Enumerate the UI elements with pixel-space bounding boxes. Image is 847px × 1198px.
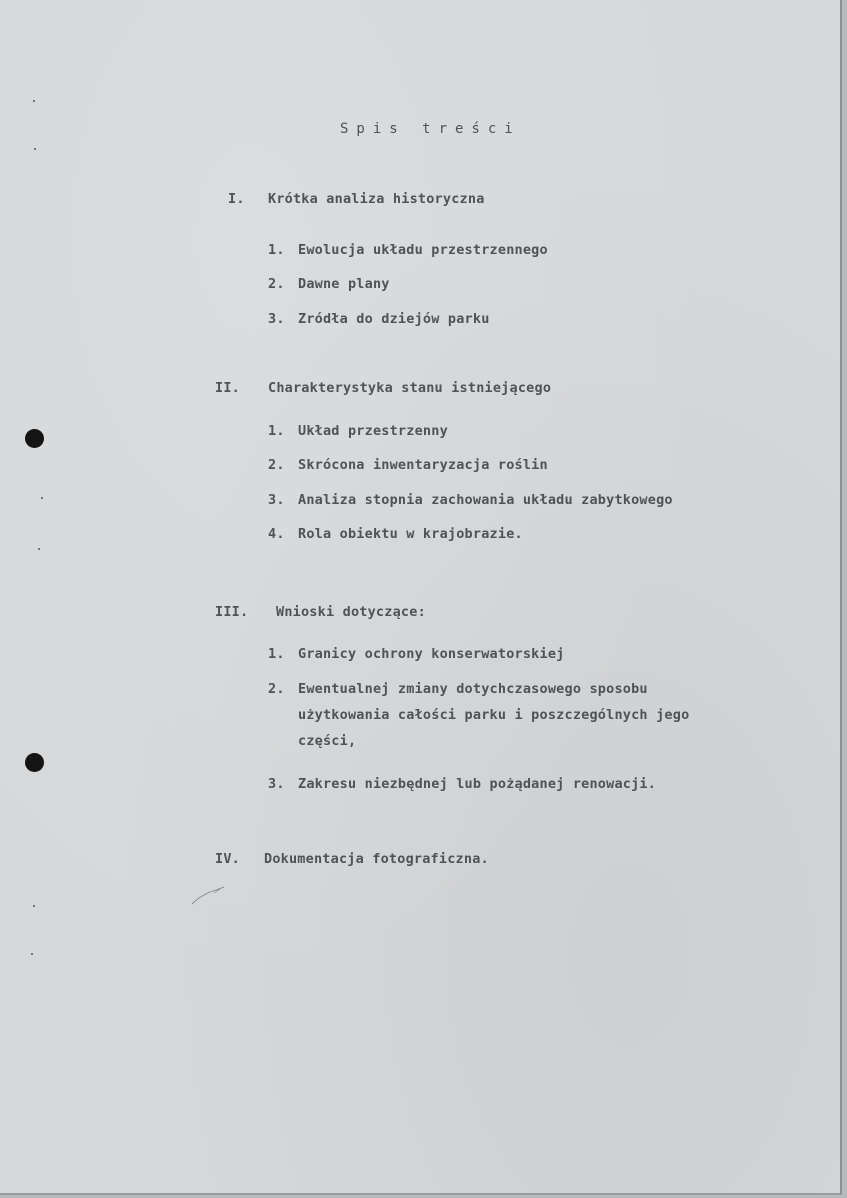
punch-hole-upper [25,429,44,448]
section-number: II. [215,380,240,396]
item-number: 3. [268,776,285,792]
section-number: I. [228,191,245,207]
item-text: Rola obiektu w krajobrazie. [298,526,523,542]
item-number: 4. [268,526,285,542]
section-heading: Wnioski dotyczące: [276,604,426,620]
item-number: 3. [268,311,285,327]
item-number: 1. [268,423,285,439]
margin-mark [41,497,43,499]
item-number: 2. [268,457,285,473]
section-heading: Charakterystyka stanu istniejącego [268,380,552,396]
margin-mark [33,100,35,102]
document-title: Spis treści [340,121,521,137]
item-number: 2. [268,276,285,292]
margin-mark [34,148,36,150]
section-number: III. [215,604,249,620]
item-text: Analiza stopnia zachowania układu zabytkowego [298,492,673,508]
item-number: 2. [268,681,285,697]
margin-mark [38,548,40,550]
item-text-line: użytkowania całości parku i poszczególnych jego [298,707,690,723]
item-text: Granicy ochrony konserwatorskiej [298,646,565,662]
item-text: Skrócona inwentaryzacja roślin [298,457,548,473]
punch-hole-lower [25,753,44,772]
section-heading: Krótka analiza historyczna [268,191,485,207]
margin-mark [33,905,35,907]
item-number: 1. [268,646,285,662]
item-text-line: Ewentualnej zmiany dotychczasowego sposobu [298,681,648,697]
item-text: Ewolucja układu przestrzennego [298,242,548,258]
item-text-line: części, [298,733,357,749]
margin-mark [31,953,33,955]
item-number: 3. [268,492,285,508]
item-text: Zakresu niezbędnej lub pożądanej renowacji. [298,776,657,792]
item-text: Układ przestrzenny [298,423,448,439]
pencil-scuff-mark [190,884,228,906]
item-text: Zródła do dziejów parku [298,311,490,327]
item-number: 1. [268,242,285,258]
item-text: Dawne plany [298,276,390,292]
section-heading: Dokumentacja fotograficzna. [264,851,489,867]
section-number: IV. [215,851,240,867]
